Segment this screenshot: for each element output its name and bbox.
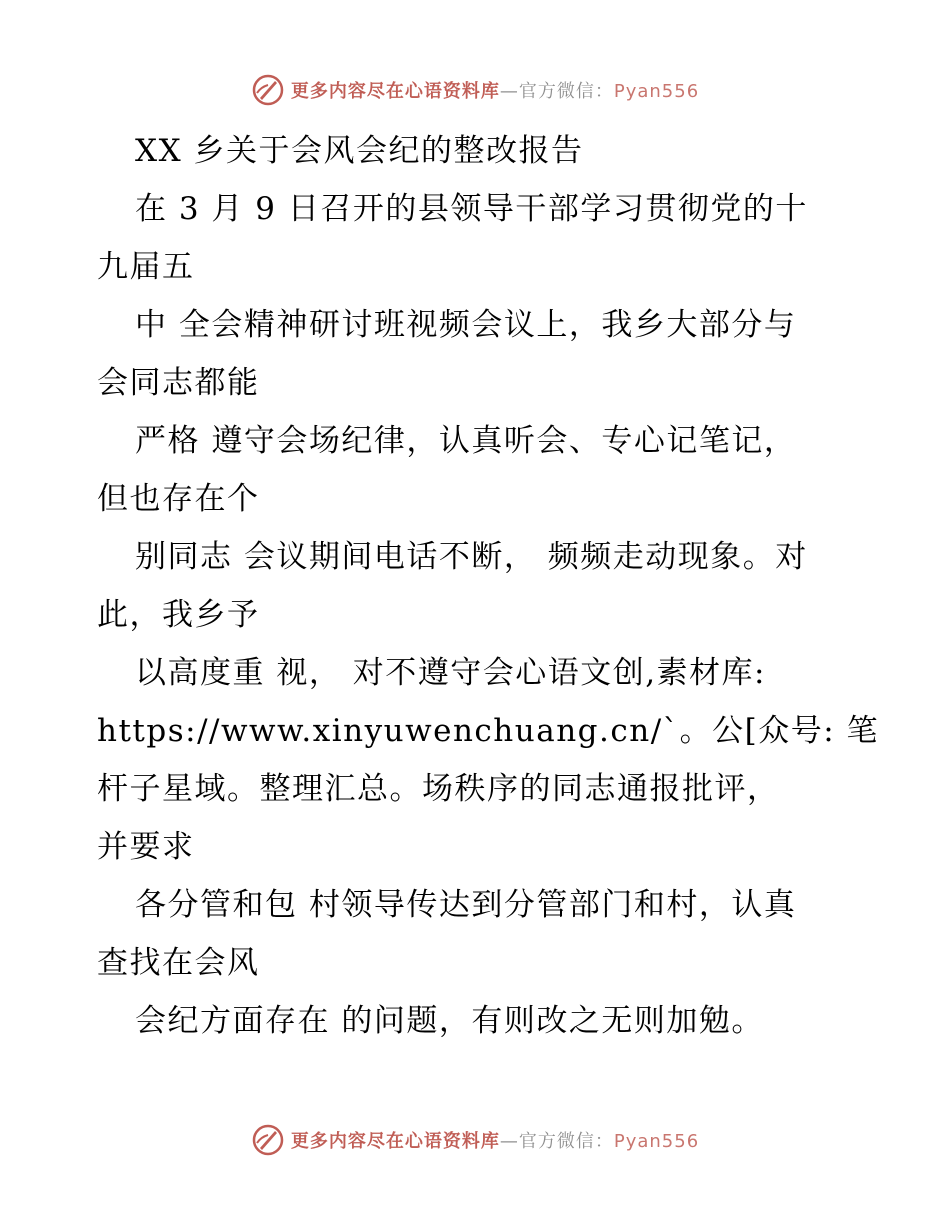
watermark-dash: — [499, 81, 519, 102]
watermark-wechat-label: 官方微信： [518, 81, 614, 102]
header-watermark [0, 70, 950, 110]
paragraph-line: 并要求 [97, 829, 195, 865]
paragraph-line: 但也存在个 [97, 481, 260, 517]
paragraph-line: 此，我乡予 [97, 597, 260, 633]
document-body [97, 122, 880, 1050]
paragraph-line: 会同志都能 [97, 365, 260, 401]
watermark-wechat-id: Pyan556 [613, 81, 700, 102]
document-title: XX 乡关于会风会纪的整改报告 [135, 133, 584, 169]
paragraph-line: 会纪方面存在 的问题，有则改之无则加勉。 [135, 1003, 764, 1039]
watermark-wechat-id: Pyan556 [613, 1131, 700, 1152]
paragraph-line: 严格 遵守会场纪律，认真听会、专心记笔记， [135, 423, 797, 459]
watermark-site-text: 更多内容尽在心语资料库 [290, 81, 500, 102]
quill-pen-icon [251, 73, 285, 107]
paragraph-line: 在 3 月 9 日召开的县领导干部学习贯彻党的十 [135, 191, 808, 227]
watermark-wechat-label: 官方微信： [518, 1131, 614, 1152]
paragraph-line: 以高度重 视， 对不遵守会心语文创,素材库: [135, 655, 767, 691]
watermark-dash: — [499, 1131, 519, 1152]
watermark-text [291, 77, 699, 103]
paragraph-line: 各分管和包 村领导传达到分管部门和村，认真 [135, 887, 797, 923]
watermark-site-text: 更多内容尽在心语资料库 [290, 1131, 500, 1152]
paragraph-line-url: https://www.xinyuwenchuang.cn/`。公[众号: 笔 [97, 713, 880, 749]
paragraph-line: 查找在会风 [97, 945, 260, 981]
paragraph-line: 中 全会精神研讨班视频会议上，我乡大部分与 [135, 307, 797, 343]
paragraph-line: 别同志 会议期间电话不断， 频频走动现象。对 [135, 539, 808, 575]
quill-pen-icon [251, 1123, 285, 1157]
footer-watermark [0, 1120, 950, 1160]
paragraph-line: 杆子星域。整理汇总。场秩序的同志通报批评， [97, 771, 780, 807]
paragraph-line: 九届五 [97, 249, 195, 285]
watermark-text [291, 1127, 699, 1153]
